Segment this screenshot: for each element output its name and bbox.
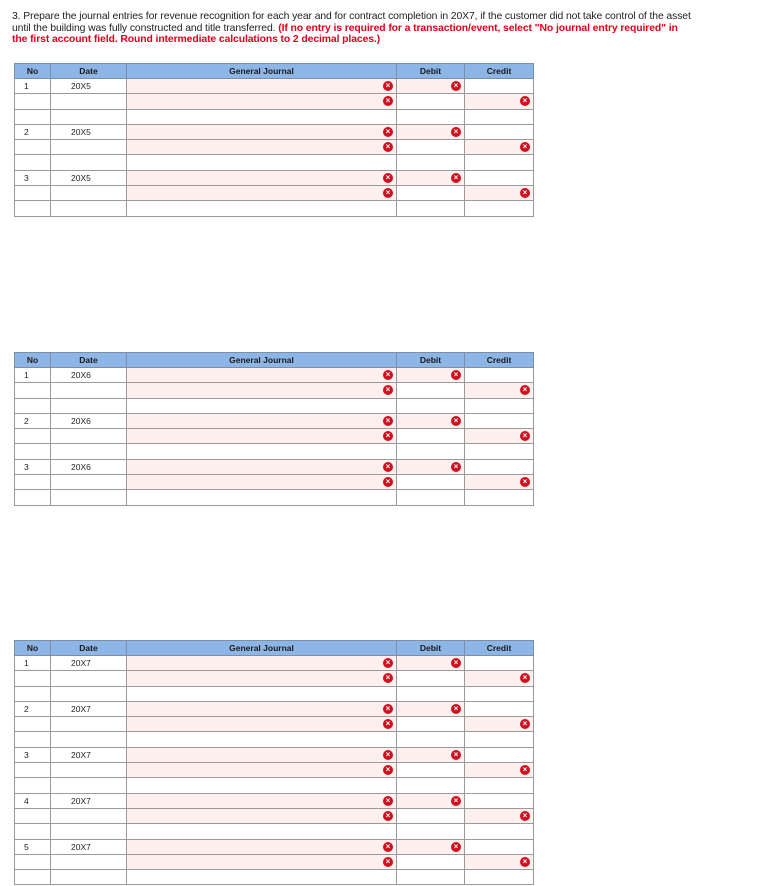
journal-table xyxy=(14,352,534,506)
header-row xyxy=(15,353,534,368)
journal-row xyxy=(15,854,534,869)
entry-date xyxy=(51,824,127,839)
debit-header: Debit xyxy=(397,641,465,656)
account-field[interactable] xyxy=(127,124,397,139)
debit-field[interactable] xyxy=(397,109,465,124)
account-field[interactable] xyxy=(127,444,397,459)
debit-field[interactable] xyxy=(397,732,465,747)
credit-field[interactable] xyxy=(465,839,534,854)
credit-field[interactable] xyxy=(465,793,534,808)
error-x-icon: × xyxy=(520,477,530,487)
entry-number xyxy=(15,383,51,398)
error-x-icon: × xyxy=(520,96,530,106)
entry-date xyxy=(51,109,127,124)
credit-header: Credit xyxy=(465,64,534,79)
error-x-icon: × xyxy=(451,704,461,714)
credit-field[interactable] xyxy=(465,732,534,747)
debit-header: Debit xyxy=(397,353,465,368)
credit-field[interactable] xyxy=(465,808,534,823)
entry-number xyxy=(15,444,51,459)
account-field[interactable] xyxy=(127,793,397,808)
journal-row xyxy=(15,368,534,383)
error-x-icon: × xyxy=(520,811,530,821)
account-field[interactable] xyxy=(127,140,397,155)
error-x-icon: × xyxy=(451,416,461,426)
account-field[interactable] xyxy=(127,732,397,747)
entry-number xyxy=(15,109,51,124)
error-x-icon: × xyxy=(383,416,393,426)
journal-row xyxy=(15,444,534,459)
general-journal-header: General Journal xyxy=(127,64,397,79)
entry-number xyxy=(15,686,51,701)
entry-date xyxy=(51,732,127,747)
journal-row xyxy=(15,186,534,201)
debit-field[interactable] xyxy=(397,413,465,428)
header-row xyxy=(15,64,534,79)
entry-number xyxy=(15,475,51,490)
journal-row xyxy=(15,109,534,124)
entry-date xyxy=(51,186,127,201)
account-field[interactable] xyxy=(127,201,397,216)
error-x-icon: × xyxy=(451,796,461,806)
credit-field[interactable] xyxy=(465,186,534,201)
debit-field[interactable] xyxy=(397,656,465,671)
error-x-icon: × xyxy=(451,750,461,760)
entry-date xyxy=(51,763,127,778)
error-x-icon: × xyxy=(520,142,530,152)
debit-field[interactable] xyxy=(397,763,465,778)
journal-table xyxy=(14,63,534,217)
entry-date xyxy=(51,140,127,155)
account-field[interactable] xyxy=(127,671,397,686)
entry-date xyxy=(51,671,127,686)
entry-number xyxy=(15,186,51,201)
credit-field[interactable] xyxy=(465,109,534,124)
account-field[interactable] xyxy=(127,854,397,869)
entry-number: 5 xyxy=(15,839,51,854)
account-field[interactable] xyxy=(127,870,397,885)
journal-row xyxy=(15,793,534,808)
instructions-emphasis: (If no entry is required for a transaction/event, select "No journal entry required" in the first account field. Round intermediate calculations to 2 decimal places.) xyxy=(12,22,678,46)
no-header: No xyxy=(15,64,51,79)
credit-field[interactable] xyxy=(465,94,534,109)
debit-field[interactable] xyxy=(397,870,465,885)
error-x-icon: × xyxy=(520,765,530,775)
account-field[interactable] xyxy=(127,79,397,94)
debit-field[interactable] xyxy=(397,170,465,185)
error-x-icon: × xyxy=(383,477,393,487)
error-x-icon: × xyxy=(383,127,393,137)
journal-row xyxy=(15,490,534,505)
credit-field[interactable] xyxy=(465,201,534,216)
debit-field[interactable] xyxy=(397,368,465,383)
error-x-icon: × xyxy=(383,673,393,683)
account-field[interactable] xyxy=(127,413,397,428)
credit-field[interactable] xyxy=(465,778,534,793)
credit-field[interactable] xyxy=(465,124,534,139)
credit-field[interactable] xyxy=(465,79,534,94)
instructions xyxy=(12,11,692,46)
debit-field[interactable] xyxy=(397,824,465,839)
debit-field[interactable] xyxy=(397,701,465,716)
journal-row xyxy=(15,475,534,490)
error-x-icon: × xyxy=(520,385,530,395)
debit-field[interactable] xyxy=(397,79,465,94)
account-field[interactable] xyxy=(127,475,397,490)
entry-date xyxy=(51,475,127,490)
account-field[interactable] xyxy=(127,824,397,839)
entry-number: 3 xyxy=(15,170,51,185)
credit-field[interactable] xyxy=(465,747,534,762)
account-field[interactable] xyxy=(127,109,397,124)
account-field[interactable] xyxy=(127,747,397,762)
entry-number xyxy=(15,854,51,869)
entry-date: 20X6 xyxy=(51,368,127,383)
entry-date xyxy=(51,398,127,413)
entry-date xyxy=(51,444,127,459)
debit-field[interactable] xyxy=(397,490,465,505)
entry-number xyxy=(15,490,51,505)
journal-table xyxy=(14,640,534,885)
error-x-icon: × xyxy=(383,96,393,106)
account-field[interactable] xyxy=(127,170,397,185)
entry-number xyxy=(15,429,51,444)
debit-field[interactable] xyxy=(397,808,465,823)
journal-row xyxy=(15,686,534,701)
error-x-icon: × xyxy=(383,719,393,729)
header-row xyxy=(15,641,534,656)
entry-number: 1 xyxy=(15,79,51,94)
credit-field[interactable] xyxy=(465,824,534,839)
entry-number xyxy=(15,824,51,839)
entry-number xyxy=(15,808,51,823)
debit-field[interactable] xyxy=(397,475,465,490)
entry-number xyxy=(15,671,51,686)
journal-row xyxy=(15,124,534,139)
credit-field[interactable] xyxy=(465,140,534,155)
entry-number xyxy=(15,778,51,793)
entry-date xyxy=(51,490,127,505)
entry-date xyxy=(51,155,127,170)
journal-row xyxy=(15,398,534,413)
entry-number xyxy=(15,717,51,732)
account-field[interactable] xyxy=(127,763,397,778)
account-field[interactable] xyxy=(127,368,397,383)
credit-field[interactable] xyxy=(465,383,534,398)
journal-row xyxy=(15,201,534,216)
error-x-icon: × xyxy=(383,842,393,852)
error-x-icon: × xyxy=(383,811,393,821)
error-x-icon: × xyxy=(383,796,393,806)
debit-field[interactable] xyxy=(397,459,465,474)
entry-date: 20X5 xyxy=(51,170,127,185)
credit-field[interactable] xyxy=(465,170,534,185)
debit-field[interactable] xyxy=(397,94,465,109)
entry-number: 1 xyxy=(15,656,51,671)
credit-field[interactable] xyxy=(465,459,534,474)
entry-date: 20X7 xyxy=(51,701,127,716)
general-journal-header: General Journal xyxy=(127,353,397,368)
error-x-icon: × xyxy=(451,462,461,472)
debit-field[interactable] xyxy=(397,383,465,398)
account-field[interactable] xyxy=(127,398,397,413)
journal-row xyxy=(15,870,534,885)
entry-number xyxy=(15,155,51,170)
account-field[interactable] xyxy=(127,155,397,170)
error-x-icon: × xyxy=(451,370,461,380)
credit-field[interactable] xyxy=(465,444,534,459)
journal-row xyxy=(15,155,534,170)
entry-date: 20X7 xyxy=(51,793,127,808)
journal-row xyxy=(15,717,534,732)
journal-row xyxy=(15,459,534,474)
journal-row xyxy=(15,763,534,778)
debit-header: Debit xyxy=(397,64,465,79)
credit-header: Credit xyxy=(465,353,534,368)
error-x-icon: × xyxy=(451,658,461,668)
entry-date xyxy=(51,778,127,793)
account-field[interactable] xyxy=(127,490,397,505)
debit-field[interactable] xyxy=(397,140,465,155)
journal-row xyxy=(15,671,534,686)
credit-field[interactable] xyxy=(465,398,534,413)
entry-date: 20X7 xyxy=(51,839,127,854)
debit-field[interactable] xyxy=(397,124,465,139)
instructions-text: 3. Prepare the journal entries for revenue recognition for each year and for contract completion in 20X7, if the customer did not take control of the asset until the building was fully constructed and title transferred. xyxy=(12,11,691,34)
credit-field[interactable] xyxy=(465,368,534,383)
entry-number: 3 xyxy=(15,747,51,762)
entry-date xyxy=(51,717,127,732)
entry-number: 2 xyxy=(15,124,51,139)
credit-field[interactable] xyxy=(465,701,534,716)
journal-row xyxy=(15,808,534,823)
debit-field[interactable] xyxy=(397,201,465,216)
error-x-icon: × xyxy=(520,857,530,867)
entry-date xyxy=(51,429,127,444)
entry-date xyxy=(51,854,127,869)
date-header: Date xyxy=(51,641,127,656)
error-x-icon: × xyxy=(520,719,530,729)
journal-row xyxy=(15,413,534,428)
error-x-icon: × xyxy=(383,750,393,760)
entry-date xyxy=(51,201,127,216)
journal-row xyxy=(15,79,534,94)
journal-row xyxy=(15,94,534,109)
entry-date xyxy=(51,808,127,823)
error-x-icon: × xyxy=(520,188,530,198)
error-x-icon: × xyxy=(383,142,393,152)
credit-field[interactable] xyxy=(465,413,534,428)
no-header: No xyxy=(15,641,51,656)
entry-number: 3 xyxy=(15,459,51,474)
error-x-icon: × xyxy=(451,842,461,852)
credit-field[interactable] xyxy=(465,656,534,671)
error-x-icon: × xyxy=(383,431,393,441)
journal-row xyxy=(15,732,534,747)
error-x-icon: × xyxy=(383,704,393,714)
debit-field[interactable] xyxy=(397,398,465,413)
account-field[interactable] xyxy=(127,459,397,474)
general-journal-header: General Journal xyxy=(127,641,397,656)
credit-field[interactable] xyxy=(465,671,534,686)
journal-row xyxy=(15,824,534,839)
entry-date xyxy=(51,94,127,109)
journal-row xyxy=(15,656,534,671)
debit-field[interactable] xyxy=(397,155,465,170)
debit-field[interactable] xyxy=(397,747,465,762)
credit-field[interactable] xyxy=(465,870,534,885)
entry-number xyxy=(15,870,51,885)
debit-field[interactable] xyxy=(397,778,465,793)
error-x-icon: × xyxy=(383,173,393,183)
account-field[interactable] xyxy=(127,686,397,701)
credit-field[interactable] xyxy=(465,429,534,444)
journal-row xyxy=(15,429,534,444)
debit-field[interactable] xyxy=(397,186,465,201)
account-field[interactable] xyxy=(127,808,397,823)
entry-number: 4 xyxy=(15,793,51,808)
debit-field[interactable] xyxy=(397,671,465,686)
credit-field[interactable] xyxy=(465,854,534,869)
account-field[interactable] xyxy=(127,383,397,398)
entry-number xyxy=(15,140,51,155)
credit-field[interactable] xyxy=(465,717,534,732)
journal-row xyxy=(15,383,534,398)
journal-row xyxy=(15,778,534,793)
entry-date: 20X6 xyxy=(51,459,127,474)
entry-number xyxy=(15,763,51,778)
credit-field[interactable] xyxy=(465,475,534,490)
error-x-icon: × xyxy=(383,188,393,198)
error-x-icon: × xyxy=(383,385,393,395)
journal-row xyxy=(15,170,534,185)
entry-number xyxy=(15,732,51,747)
journal-row xyxy=(15,140,534,155)
entry-date: 20X6 xyxy=(51,413,127,428)
account-field[interactable] xyxy=(127,778,397,793)
no-header: No xyxy=(15,353,51,368)
account-field[interactable] xyxy=(127,656,397,671)
error-x-icon: × xyxy=(383,462,393,472)
debit-field[interactable] xyxy=(397,686,465,701)
debit-field[interactable] xyxy=(397,793,465,808)
entry-date xyxy=(51,870,127,885)
entry-date: 20X7 xyxy=(51,747,127,762)
entry-date xyxy=(51,686,127,701)
journal-row xyxy=(15,701,534,716)
entry-date: 20X7 xyxy=(51,656,127,671)
entry-number xyxy=(15,201,51,216)
error-x-icon: × xyxy=(383,81,393,91)
debit-field[interactable] xyxy=(397,444,465,459)
error-x-icon: × xyxy=(383,765,393,775)
error-x-icon: × xyxy=(383,370,393,380)
debit-field[interactable] xyxy=(397,717,465,732)
entry-number: 2 xyxy=(15,413,51,428)
credit-field[interactable] xyxy=(465,686,534,701)
error-x-icon: × xyxy=(451,81,461,91)
account-field[interactable] xyxy=(127,701,397,716)
credit-field[interactable] xyxy=(465,490,534,505)
journal-row xyxy=(15,839,534,854)
entry-date xyxy=(51,383,127,398)
entry-number xyxy=(15,94,51,109)
entry-date: 20X5 xyxy=(51,124,127,139)
date-header: Date xyxy=(51,353,127,368)
journal-row xyxy=(15,747,534,762)
credit-field[interactable] xyxy=(465,763,534,778)
account-field[interactable] xyxy=(127,429,397,444)
credit-header: Credit xyxy=(465,641,534,656)
account-field[interactable] xyxy=(127,839,397,854)
debit-field[interactable] xyxy=(397,854,465,869)
error-x-icon: × xyxy=(383,857,393,867)
error-x-icon: × xyxy=(520,431,530,441)
credit-field[interactable] xyxy=(465,155,534,170)
entry-date: 20X5 xyxy=(51,79,127,94)
entry-number xyxy=(15,398,51,413)
entry-number: 1 xyxy=(15,368,51,383)
error-x-icon: × xyxy=(451,173,461,183)
account-field[interactable] xyxy=(127,186,397,201)
date-header: Date xyxy=(51,64,127,79)
error-x-icon: × xyxy=(451,127,461,137)
error-x-icon: × xyxy=(520,673,530,683)
error-x-icon: × xyxy=(383,658,393,668)
account-field[interactable] xyxy=(127,94,397,109)
account-field[interactable] xyxy=(127,717,397,732)
debit-field[interactable] xyxy=(397,839,465,854)
entry-number: 2 xyxy=(15,701,51,716)
debit-field[interactable] xyxy=(397,429,465,444)
